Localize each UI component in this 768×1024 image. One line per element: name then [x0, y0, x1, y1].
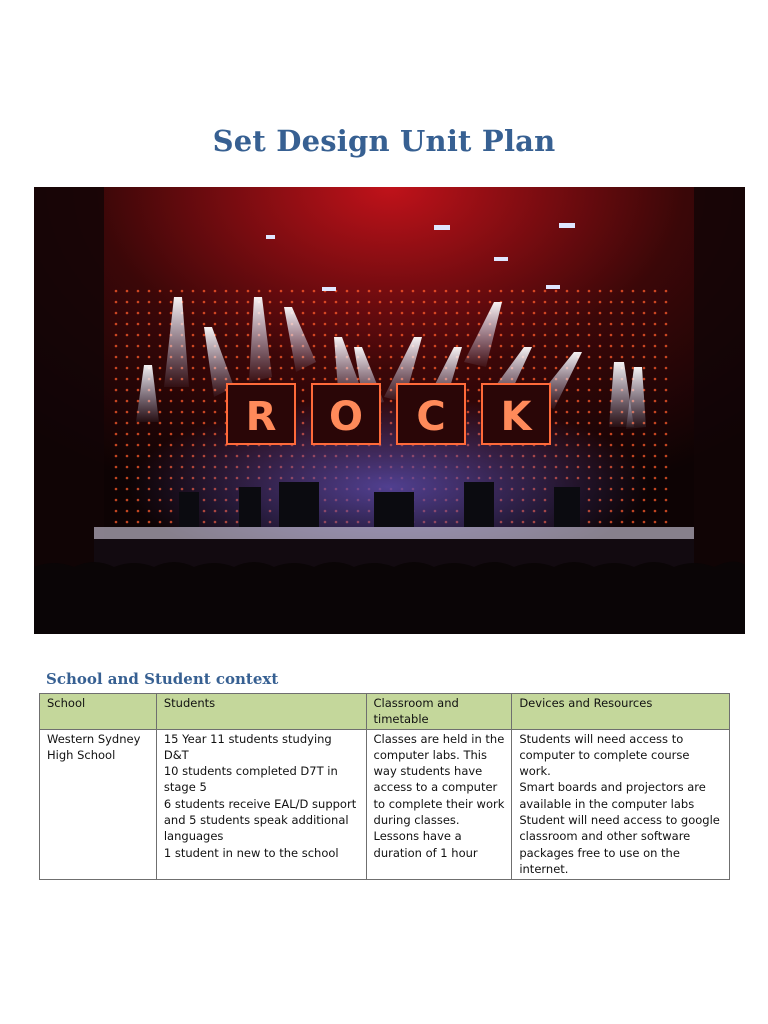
cell-devices: [512, 729, 730, 879]
students-line: 6 students receive EAL/D support and 5 students speak additional languages: [163, 796, 357, 844]
header-school: School: [40, 694, 157, 730]
classroom-text: Classes are held in the computer labs. This way students have access to a computer to complete their work during classes. Lessons have a duration of 1 hour: [373, 731, 505, 860]
rock-sign-letter: R: [245, 394, 277, 440]
rock-sign-letter: O: [328, 394, 364, 440]
cell-classroom: [366, 729, 512, 879]
header-devices: Devices and Resources: [512, 694, 730, 730]
table-row: [40, 729, 730, 879]
page-title: Set Design Unit Plan: [212, 124, 556, 158]
header-students: Students: [156, 694, 366, 730]
audience-silhouettes: [34, 561, 745, 634]
devices-line: Smart boards and projectors are available in the computer labs: [519, 780, 706, 811]
rock-sign-letter: C: [416, 394, 446, 440]
devices-line: Students will need access to computer to complete course work.: [519, 731, 690, 779]
rock-concert-stage-photo: [34, 187, 745, 634]
students-line: 1 student in new to the school: [163, 845, 339, 860]
rock-sign-letter: K: [500, 394, 532, 440]
students-line: 10 students completed D7T in stage 5: [163, 764, 338, 795]
header-classroom: Classroom and timetable: [366, 694, 512, 730]
cell-school: [40, 729, 157, 879]
cell-students: [156, 729, 366, 879]
context-table: [39, 693, 730, 880]
section-heading: School and Student context: [46, 670, 279, 688]
school-name: Western Sydney High School: [47, 731, 141, 762]
stage-floor: [94, 527, 694, 539]
students-line: 15 Year 11 students studying D&T: [163, 731, 332, 762]
table-header-row: [40, 694, 730, 730]
devices-line: Student will need access to google classroom and other software packages free to use on the internet.: [519, 813, 720, 876]
